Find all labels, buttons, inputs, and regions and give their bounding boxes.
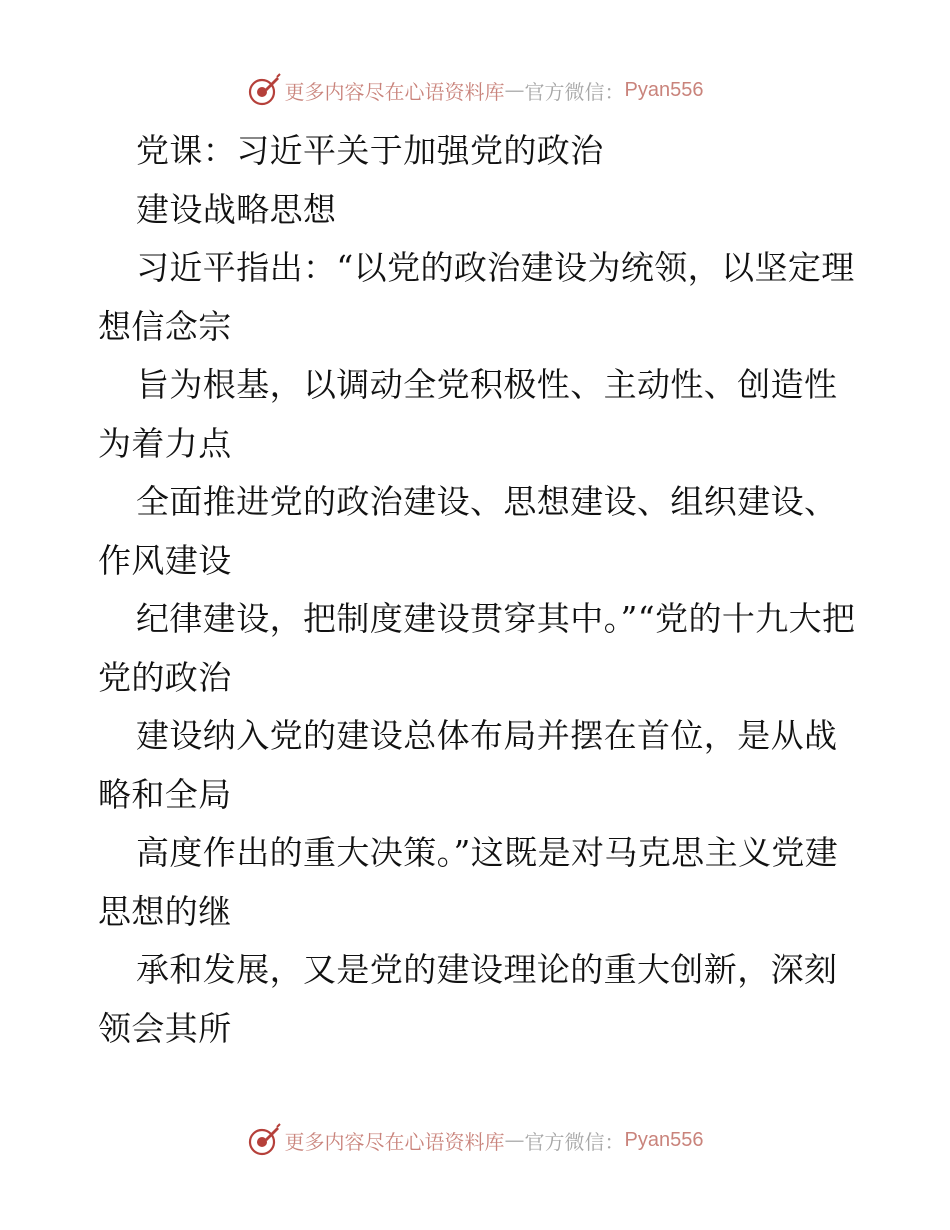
paragraph-line: 习近平指出：“以党的政治建设为统领，以坚定理想信念宗 <box>98 248 855 346</box>
pen-logo-icon <box>247 73 281 107</box>
paragraph-line: 承和发展，又是党的建设理论的重大创新，深刻领会其所 <box>98 950 838 1048</box>
watermark-text: 更多内容尽在心语资料库 <box>284 1129 505 1154</box>
watermark-account: Pyan556 <box>624 1128 704 1151</box>
watermark-text: 更多内容尽在心语资料库 <box>284 79 505 104</box>
paragraph-line: 纪律建设，把制度建设贯穿其中。”“党的十九大把党的政治 <box>98 599 856 697</box>
pen-logo-icon <box>247 1123 281 1157</box>
paragraph-line: 建设纳入党的建设总体布局并摆在首位，是从战略和全局 <box>98 716 838 814</box>
paragraph-line: 高度作出的重大决策。”这既是对马克思主义党建思想的继 <box>98 833 839 931</box>
paragraph-line: 旨为根基，以调动全党积极性、主动性、创造性为着力点 <box>98 365 838 463</box>
paragraph-line: 全面推进党的政治建设、思想建设、组织建设、作风建设 <box>98 482 838 580</box>
paragraph-line: 党课：习近平关于加强党的政治 <box>136 131 604 170</box>
watermark-account: Pyan556 <box>624 78 704 101</box>
watermark-wechat-label: 官方微信： <box>524 79 625 104</box>
header-watermark <box>0 70 950 110</box>
watermark-separator: — <box>504 78 525 102</box>
paragraph-line: 建设战略思想 <box>136 189 337 229</box>
body-text <box>98 122 858 1058</box>
watermark-separator: — <box>504 1128 525 1152</box>
watermark-wechat-label: 官方微信： <box>524 1129 625 1154</box>
footer-watermark <box>0 1120 950 1160</box>
